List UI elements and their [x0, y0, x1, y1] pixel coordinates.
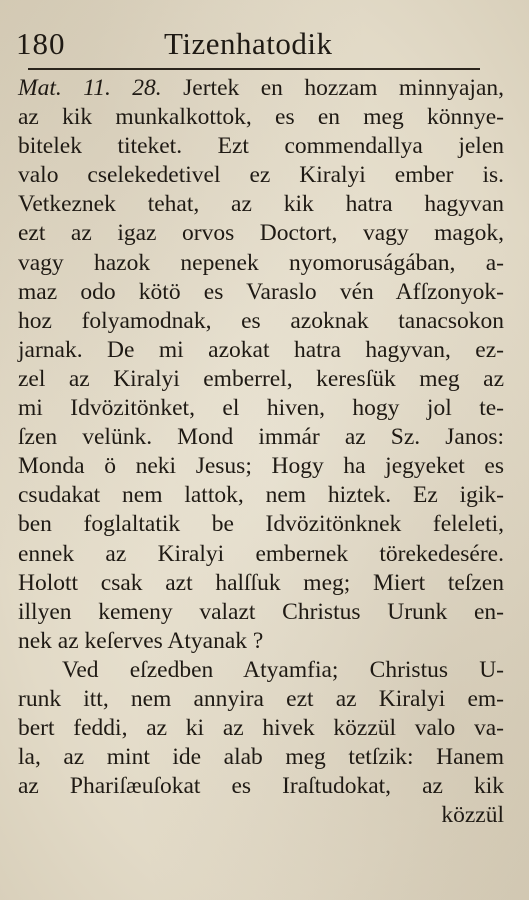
- text-line: mi Idvözitönket, el hiven, hogy jol te-: [18, 395, 504, 422]
- text-line: maz odo kötö es Varaslo vén Afſzonyok-: [18, 278, 504, 305]
- header-rule: [28, 68, 480, 70]
- text-line: ſzen velünk. Mond immár az Sz. Janos:: [18, 424, 504, 451]
- scripture-reference: Mat. 11. 28.: [18, 75, 162, 101]
- text-line: jarnak. De mi azokat hatra hagyvan, ez-: [18, 336, 504, 363]
- text-line: bert feddi, az ki az hivek közzül valo va-: [18, 715, 504, 742]
- text-line: csudakat nem lattok, nem hiztek. Ez igik-: [18, 482, 504, 509]
- text-line: hoz folyamodnak, es azoknak tanacsokon: [18, 307, 504, 334]
- text-line: az kik munkalkottok, es en meg könnye-: [18, 104, 504, 131]
- text-line: nek az keſerves Atyanak ?: [18, 627, 264, 654]
- text-line: runk itt, nem annyira ezt az Kiralyi em-: [18, 685, 504, 712]
- page-number: 180: [16, 26, 66, 61]
- running-head: Tizenhatodik: [164, 26, 333, 61]
- text-line: Holott csak azt halſſuk meg; Miert teſzen: [18, 569, 504, 596]
- page-header: [16, 22, 516, 62]
- text-line: illyen kemeny valazt Christus Urunk en-: [18, 598, 504, 625]
- text-line: la, az mint ide alab meg tetſzik: Hanem: [18, 744, 504, 771]
- text-line: ben foglaltatik be Idvözitönknek feleleti,: [18, 511, 504, 538]
- text-line: vagy hazok nepenek nyomoruságában, a-: [18, 249, 504, 276]
- text-line: Monda ö neki Jesus; Hogy ha jegyeket es: [18, 453, 504, 480]
- text-line: ezt az igaz orvos Doctort, vagy magok,: [18, 220, 504, 247]
- body-text: [18, 74, 504, 830]
- text-line: valo cselekedetivel ez Kiralyi ember is.: [18, 162, 504, 189]
- text-line: bitelek titeket. Ezt commendallya jelen: [18, 133, 504, 160]
- text-line: ennek az Kiralyi embernek törekedesére.: [18, 540, 504, 567]
- catchword: közzül: [441, 802, 504, 829]
- text-line: [18, 74, 504, 103]
- text-line: Vetkeznek tehat, az kik hatra hagyvan: [18, 191, 504, 218]
- text-line-paragraph-start: Ved eſzedben Atyamfia; Christus U-: [62, 656, 504, 683]
- text-line: az Phariſæuſokat es Iraſtudokat, az kik: [18, 773, 504, 800]
- text-line-rest: Jertek en hozzam minnyajan,: [161, 75, 504, 101]
- text-line: zel az Kiralyi emberrel, keresſük meg az: [18, 365, 504, 392]
